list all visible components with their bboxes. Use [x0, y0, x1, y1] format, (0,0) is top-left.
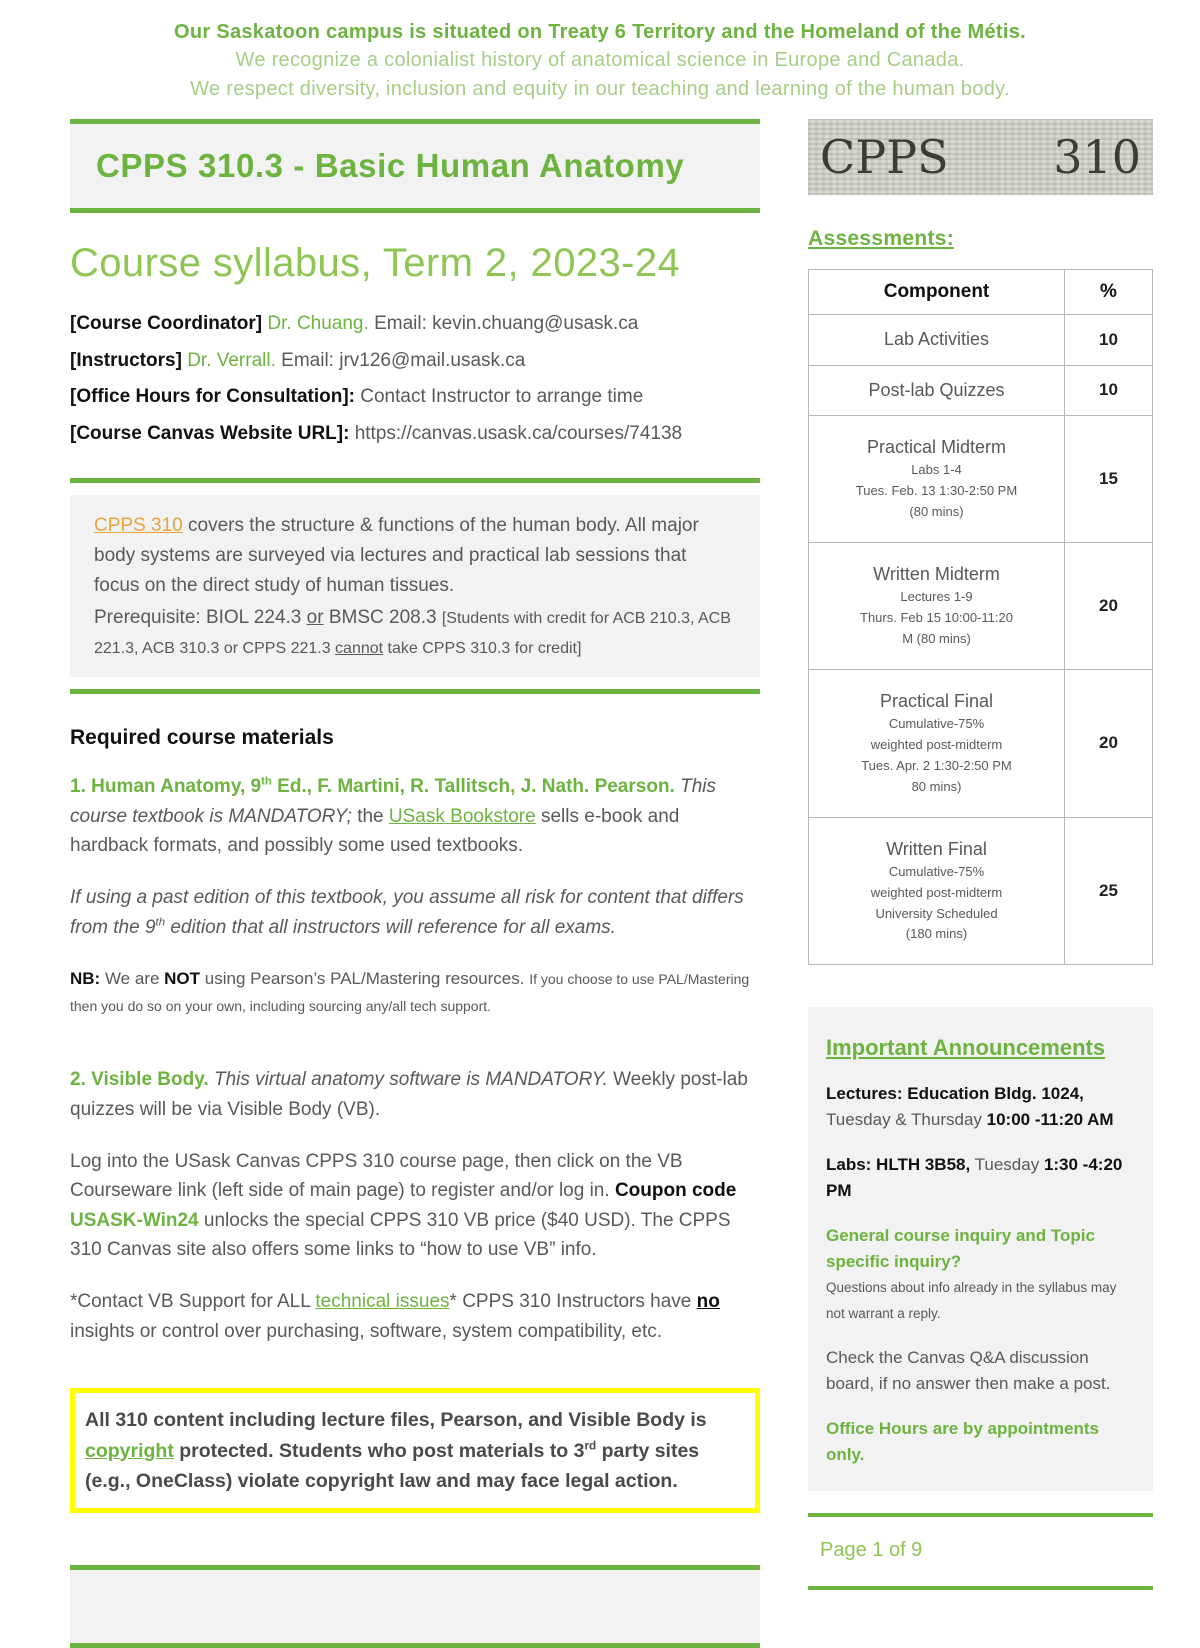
table-header-row [809, 270, 1153, 315]
canvas-url-label: [Course Canvas Website URL]: [70, 422, 355, 444]
labs-day: Tuesday [970, 1155, 1044, 1175]
column-header-component: Component [809, 270, 1065, 315]
prerequisite-text [94, 603, 736, 663]
land-acknowledgement-banner [0, 0, 1200, 103]
vb-pre: Log into the USask Canvas CPPS 310 course page, then click on the VB Courseware link (left side of main page) to register and/or log in. [70, 1150, 683, 1202]
materials-heading: Required course materials [70, 726, 334, 750]
assessment-percent: 10 [1065, 315, 1153, 365]
assessments-heading: Assessments: [808, 227, 955, 251]
edition-note [70, 883, 760, 942]
edition-note-post: edition that all instructors will reference for all exams. [165, 916, 616, 938]
nb-label: NB: [70, 969, 101, 989]
office-hours-text-green: Office Hours are by appointments only. [826, 1419, 1099, 1464]
assessment-component [809, 365, 1065, 415]
material-1-title-sup: th [261, 775, 272, 788]
prereq-bracket-2: take CPPS 310.3 for credit] [383, 640, 582, 658]
announcements-heading: Important Announcements [826, 1035, 1106, 1061]
bottom-gray-box [70, 1565, 760, 1643]
course-subtitle: Course syllabus, Term 2, 2023-24 [70, 241, 681, 286]
assessment-subline: Cumulative-75% [888, 863, 985, 879]
assessment-subline: (80 mins) [909, 504, 964, 520]
prereq-cannot: cannot [335, 640, 384, 658]
cpps-310-link[interactable]: CPPS 310 [94, 515, 183, 537]
assessment-subline: (180 mins) [905, 926, 968, 942]
material-2-italic: This virtual anatomy software is MANDATORY. [208, 1069, 608, 1091]
labs-time: 1:30 -4:20 PM [826, 1155, 1123, 1200]
vb-registration [70, 1147, 760, 1266]
coordinator-name: Dr. Chuang. [267, 313, 375, 335]
footer-divider-top [808, 1513, 1153, 1517]
qa-board-info: Check the Canvas Q&A discussion board, if no answer then make a post. [826, 1348, 1111, 1393]
lectures-info [826, 1081, 1135, 1132]
coordinator-line [70, 306, 760, 342]
labs-info [826, 1152, 1135, 1203]
assessment-subline: Cumulative-75% [888, 716, 985, 732]
instructors-line [70, 343, 760, 379]
bottom-divider [70, 1643, 760, 1648]
support-mid: * CPPS 310 Instructors have [449, 1291, 697, 1313]
logo-cpps-text: CPPS [820, 130, 949, 185]
lectures-location: Lectures: Education Bldg. 1024, [826, 1084, 1084, 1104]
canvas-url-line [70, 416, 760, 452]
lectures-days: Tuesday & Thursday [826, 1109, 987, 1129]
coupon-code: USASK-Win24 [70, 1209, 199, 1231]
sidebar-column [808, 119, 1153, 1648]
table-row [809, 669, 1153, 817]
material-1-mandatory: This course textbook is MANDATORY; [70, 776, 717, 827]
assessment-subline: Lectures 1-9 [900, 589, 973, 605]
course-description-text [94, 511, 736, 601]
copyright-notice [70, 1388, 760, 1513]
material-2-rest: Weekly post-lab quizzes will be via Visible Body (VB). [70, 1069, 748, 1120]
table-row [809, 415, 1153, 542]
page-title: CPPS 310.3 - Basic Human Anatomy [96, 147, 685, 185]
coordinator-label: [Course Coordinator] [70, 313, 268, 335]
assessment-percent: 10 [1065, 365, 1153, 415]
nb-small: If you choose to use PAL/Mastering then you do so on your own, including sourcing any/all tech support. [70, 971, 750, 1014]
assessment-title: Lab Activities [883, 329, 990, 350]
table-row [809, 365, 1153, 415]
material-1-title-pre: 1. Human Anatomy, 9 [70, 776, 262, 798]
instructors-name: Dr. Verrall. [187, 349, 282, 371]
assessment-title: Post-lab Quizzes [868, 379, 1005, 400]
copyright-pre: All 310 content including lecture files, Pearson, and Visible Body is [85, 1409, 707, 1432]
course-description-box [70, 495, 760, 677]
inquiry-info [826, 1223, 1135, 1325]
office-hours-text: Contact Instructor to arrange time [360, 386, 644, 408]
office-hours-line [70, 379, 760, 415]
footer-divider-bottom [808, 1586, 1153, 1590]
prereq-bracket-1: [Students with credit for ACB 210.3, ACB 221.3, ACB 310.3 or CPPS 221.3 [94, 610, 731, 658]
contact-info [70, 306, 760, 452]
table-row [809, 542, 1153, 669]
usask-bookstore-link[interactable]: USask Bookstore [388, 805, 536, 827]
instructors-email: Email: jrv126@mail.usask.ca [281, 349, 526, 371]
assessment-title: Written Midterm [873, 563, 1000, 584]
main-column [70, 119, 760, 1648]
copyright-mid: protected. Students who post materials to 3 [173, 1439, 585, 1462]
copyright-rest: party sites (e.g., OneClass) violate copyright law and may face legal action. [85, 1439, 700, 1492]
prereq-mid: BMSC 208.3 [323, 607, 442, 629]
support-no: no [696, 1291, 720, 1313]
course-description-section [70, 478, 760, 694]
inquiry-text: Questions about info already in the syllabus may not warrant a reply. [826, 1280, 1117, 1321]
copyright-link[interactable]: copyright [85, 1439, 174, 1462]
assessment-component [809, 669, 1065, 817]
description-body: covers the structure & functions of the human body. All major body systems are surveyed via lectures and practical lab sessions that focus on the direct study of human tissues. [94, 515, 699, 597]
assessment-subline: University Scheduled [875, 905, 998, 921]
lectures-time: 10:00 -11:20 AM [986, 1109, 1114, 1129]
edition-note-sup: th [155, 916, 166, 929]
assessment-subline: 80 mins) [911, 778, 962, 794]
prereq-or: or [306, 607, 324, 629]
banner-line-3: We respect diversity, inclusion and equity in our teaching and learning of the human body. [190, 77, 1010, 100]
assessment-subline: Labs 1-4 [911, 462, 962, 478]
announcements-panel [808, 1007, 1153, 1491]
assessment-subline: weighted post-midterm [870, 737, 1003, 753]
table-row [809, 315, 1153, 365]
course-logo [808, 119, 1153, 195]
assessment-subline: M (80 mins) [902, 630, 971, 646]
material-1-rest: sells e-book and hardback formats, and possibly some used textbooks. [70, 805, 680, 857]
nb-mid: using Pearson’s PAL/Mastering resources. [200, 969, 530, 989]
divider [70, 689, 760, 694]
assessment-subline: Thurs. Feb 15 10:00-11:20 [860, 610, 1013, 626]
assessment-component [809, 542, 1065, 669]
course-title-block [70, 119, 760, 213]
assessments-table [808, 269, 1153, 965]
assessment-subline: Tues. Feb. 13 1:30-2:50 PM [855, 483, 1018, 499]
support-rest: insights or control over purchasing, software, system compatibility, etc. [70, 1320, 663, 1342]
assessment-title: Written Final [886, 838, 987, 859]
copyright-sup: rd [584, 1439, 597, 1452]
office-hours-label: [Office Hours for Consultation]: [70, 386, 361, 408]
material-item-2 [70, 1065, 760, 1124]
support-pre: *Contact VB Support for ALL [70, 1291, 316, 1313]
nb-not: NOT [164, 969, 201, 989]
assessment-component [809, 315, 1065, 365]
vb-mid: unlocks the special CPPS 310 VB price ($40 USD). The CPPS 310 Canvas site also offers some links to “how to use VB” info. [70, 1209, 731, 1261]
banner-line-1: Our Saskatoon campus is situated on Treaty 6 Territory and the Homeland of the Métis. [174, 21, 1026, 43]
logo-310-text: 310 [1053, 130, 1141, 185]
assessment-component [809, 415, 1065, 542]
coordinator-email: Email: kevin.chuang@usask.ca [374, 313, 639, 335]
nb-pre: We are [100, 969, 165, 989]
instructors-label: [Instructors] [70, 349, 188, 371]
banner-line-2: We recognize a colonialist history of anatomical science in Europe and Canada. [235, 49, 965, 72]
assessment-percent: 15 [1065, 415, 1153, 542]
coupon-label: Coupon code [614, 1180, 737, 1202]
assessment-percent: 20 [1065, 669, 1153, 817]
material-1-mid: the [351, 805, 389, 827]
column-header-percent: % [1065, 270, 1153, 315]
assessment-title: Practical Midterm [866, 436, 1007, 457]
vb-support [70, 1287, 760, 1346]
material-1-title-post: Ed., F. Martini, R. Tallitsch, J. Nath. Pearson. [271, 776, 675, 798]
nb-note [70, 966, 760, 1019]
prereq-intro: Prerequisite: BIOL 224.3 [94, 607, 307, 629]
assessment-percent: 25 [1065, 817, 1153, 965]
material-1-title [70, 776, 675, 797]
canvas-url[interactable]: https://canvas.usask.ca/courses/74138 [354, 422, 683, 444]
divider [70, 478, 760, 483]
edition-note-pre: If using a past edition of this textbook, you assume all risk for content that differs from the 9 [70, 887, 744, 938]
technical-issues-link[interactable]: technical issues [315, 1291, 450, 1313]
labs-location: Labs: HLTH 3B58, [826, 1155, 971, 1175]
office-hours-note [826, 1416, 1135, 1467]
assessment-title: Practical Final [879, 690, 994, 711]
material-item-1 [70, 772, 760, 861]
table-row [809, 817, 1153, 965]
assessment-component [809, 817, 1065, 965]
page-number: Page 1 of 9 [820, 1539, 923, 1562]
page-body [0, 103, 1200, 1648]
assessment-subline: weighted post-midterm [870, 884, 1003, 900]
assessment-percent: 20 [1065, 542, 1153, 669]
assessment-subline: Tues. Apr. 2 1:30-2:50 PM [861, 757, 1012, 773]
material-2-title: 2. Visible Body. [70, 1069, 209, 1091]
inquiry-heading: General course inquiry and Topic specific inquiry? [826, 1226, 1095, 1271]
